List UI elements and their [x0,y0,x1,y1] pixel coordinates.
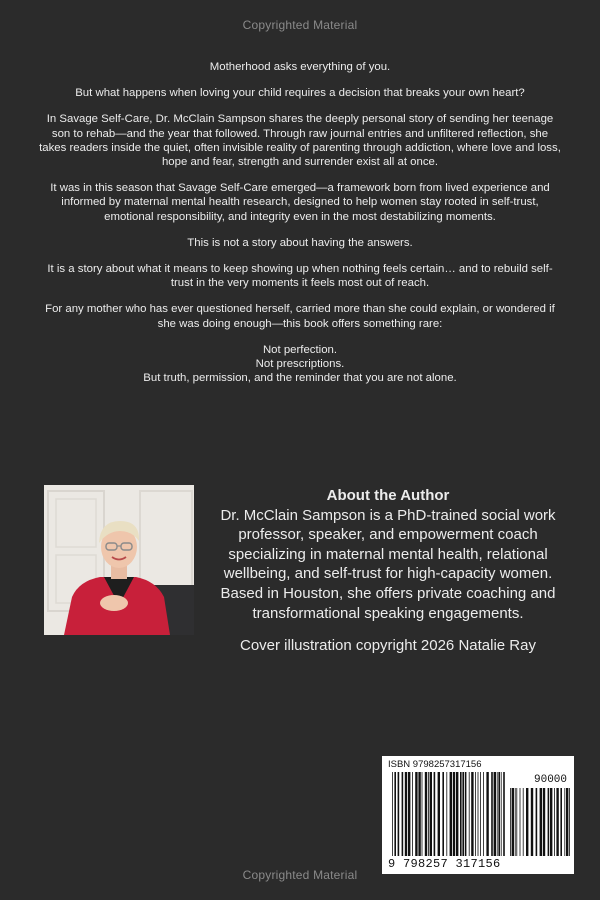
barcode-bar [486,772,488,856]
barcode-bar [418,772,420,856]
barcode-bar [536,788,538,856]
copyright-watermark-top: Copyrighted Material [242,18,358,32]
barcode-bar [510,788,511,856]
barcode-bar [462,772,464,856]
author-bio: Dr. McClain Sampson is a PhD-trained social work professor, speaker, and empowerment coach specializing in maternal mental health, relational wellbeing, and self-trust for high-capacity women. Based in Houston, she offers private coaching and transformational speaking engagements. [220,506,556,622]
barcode-bar [456,772,458,856]
barcode-bar [425,772,427,856]
barcode-bar [438,772,440,856]
barcode-bar [469,772,470,856]
barcode-bar [540,788,542,856]
barcode-bar [428,772,429,856]
barcode-bar [453,772,455,856]
isbn-digits: 9 798257 317156 [388,857,501,871]
barcode-bar [503,772,505,856]
isbn-barcode [382,756,574,874]
closing-line: Not perfection. [262,343,338,356]
barcode-bar [408,772,410,856]
barcode-bar [392,772,393,856]
barcode-bar [446,772,447,856]
about-the-author [210,486,566,656]
blurb-paragraph: In Savage Self-Care, Dr. McClain Sampson shares the deeply personal story of sending her teenage son to rehab—and the year that followed. Through raw journal entries and unfiltered reflection, she takes readers inside the quiet, often invisible reality of parenting through addiction, where love and loss, hope and fear, strength and surrender exist all at once. [39,113,561,169]
barcode-bar [475,772,476,856]
barcode-bar [434,772,436,856]
author-portrait-illustration [44,485,194,635]
back-cover-blurb [38,60,562,385]
barcode-bar [422,772,423,856]
barcode-bar [515,788,516,856]
barcode-bar [415,772,417,856]
barcode-bar [491,772,493,856]
barcode-bar [498,772,500,856]
barcode-bar [554,788,555,856]
barcode-bar [512,788,514,856]
barcode-bar [394,772,396,856]
barcode-bar [516,788,517,856]
blurb-paragraph: It is a story about what it means to keep showing up when nothing feels certain… and to rebuild self-trust in the very moments it feels most out of reach. [47,263,553,290]
barcode-bar [494,772,496,856]
barcode-bar [569,788,570,856]
barcode-bar [523,788,524,856]
blurb-paragraph: Motherhood asks everything of you. [209,61,391,73]
barcode-bar [450,772,452,856]
barcode-bar [471,772,473,856]
barcode-bar [398,772,400,856]
about-author-heading: About the Author [326,487,450,504]
barcode-bar [548,788,550,856]
barcode-bar [564,788,565,856]
closing-line: But truth, permission, and the reminder that you are not alone. [143,372,457,385]
cover-illustration-credit: Cover illustration copyright 2026 Natalie Ray [240,637,536,655]
barcode-bar [531,788,533,856]
blurb-paragraph: But what happens when loving your child requires a decision that breaks your own heart? [75,87,525,100]
barcode-bar [402,772,404,856]
barcode-bar [480,772,481,856]
barcode-bar [497,772,498,856]
barcode-bar [483,772,484,856]
barcode-bar [430,772,432,856]
barcode-bar [405,772,407,856]
closing-line: Not prescriptions. [255,358,345,371]
isbn-label: ISBN 9798257317156 [388,759,482,770]
barcode-bar [556,788,558,856]
barcode-bar [478,772,479,856]
barcode-bar [526,788,528,856]
barcode-bar [460,772,462,856]
copyright-watermark-bottom: Copyrighted Material [242,868,358,882]
barcode-bar [520,788,521,856]
barcode-bar [543,788,545,856]
blurb-paragraph: For any mother who has ever questioned herself, carried more than she could explain, or wondered if she was doing enough—this book offers something rare: [45,303,555,330]
barcode-bar [412,772,413,856]
author-photo [44,485,194,635]
barcode-bar [550,788,552,856]
barcode-bar [566,788,568,856]
barcode-bar [560,788,562,856]
price-code: 90000 [534,774,568,786]
blurb-closing [38,343,562,386]
blurb-paragraph: It was in this season that Savage Self-Care emerged—a framework born from lived experience and informed by maternal mental health research, designed to help women stay rooted in self-trust, emotional responsibility, and integrity even in the most destabilizing moments. [50,182,550,223]
barcode-bar [501,772,502,856]
blurb-paragraph: This is not a story about having the answers. [187,236,413,249]
barcode-bar [465,772,467,856]
barcode-bar [442,772,444,856]
